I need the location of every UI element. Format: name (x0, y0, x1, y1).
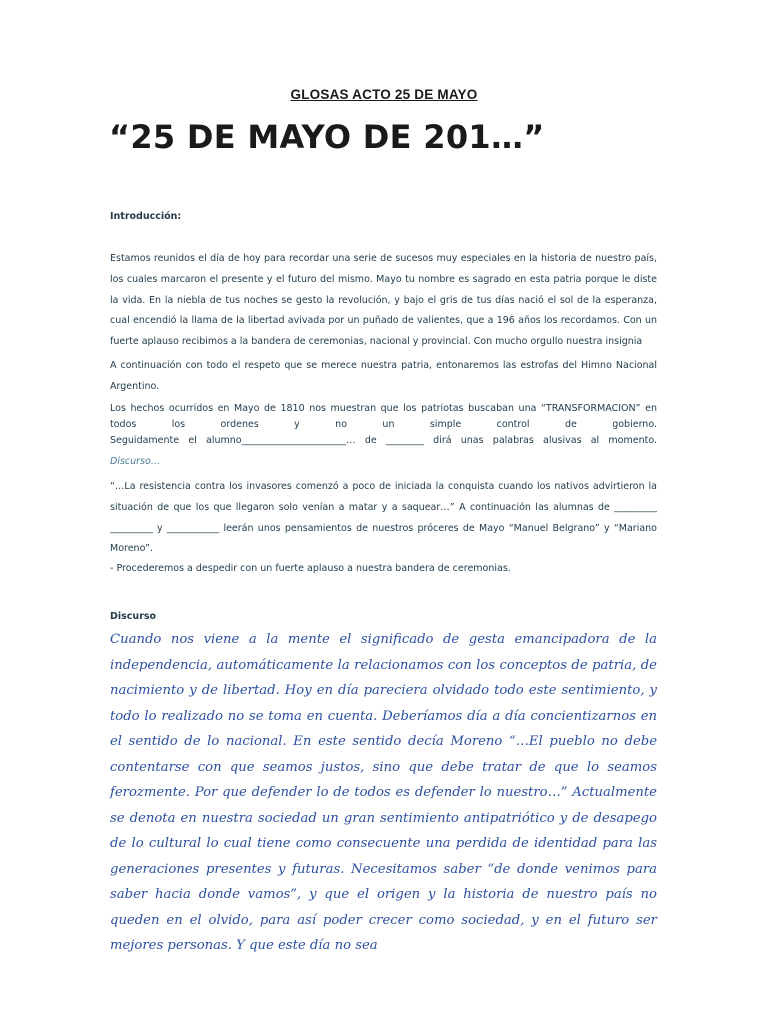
intro-paragraph-5-block (110, 562, 657, 576)
document-title: “25 DE MAYO DE 201…” (109, 118, 545, 156)
intro-paragraph-2: A continuación con todo el respeto que se merece nuestra patria, entonaremos las estrofas del Himno Nacional Argentino. (110, 360, 657, 392)
intro-paragraph-3a: Los hechos ocurridos en Mayo de 1810 nos muestran que los patriotas buscaban una “TRANSFORMACION” en todos los ordenes y no un simple control de gobierno. (110, 403, 657, 430)
intro-paragraph-4-block (110, 477, 657, 560)
discurso-label-block (110, 456, 657, 467)
intro-heading: Introducción: (110, 211, 182, 222)
discurso-text-block (110, 627, 657, 959)
intro-paragraph-1-block (110, 249, 657, 353)
discurso-heading: Discurso (110, 611, 157, 622)
intro-paragraph-1: Estamos reunidos el día de hoy para recordar una serie de sucesos muy especiales en la historia de nuestro país, los cuales marcaron el presente y el futuro del mismo. Mayo tu nombre es sagrado en esta patria porque le diste la vida. En la niebla de tus noches se gesto la revolución, y bajo el gris de tus días nació el sol de la esperanza, cual encendió la llama de la libertad avivada por un puñado de valientes, que a 196 años los recordamos. Con un fuerte aplauso recibimos a la bandera de ceremonias, nacional y provincial. Con mucho orgullo nuestra insignia (110, 253, 657, 348)
intro-paragraph-3-block (110, 401, 657, 448)
document-subtitle: GLOSAS ACTO 25 DE MAYO (290, 87, 478, 102)
intro-paragraph-5: - Procederemos a despedir con un fuerte aplauso a nuestra bandera de ceremonias. (110, 563, 511, 574)
intro-paragraph-4: “…La resistencia contra los invasores comenzó a poco de iniciada la conquista cuando los nativos advirtieron la situación de que los que llegaron solo venían a matar y a saquear…” A continuación las alumnas de _________ _________ y ___________ leerán unos pensamientos de nuestros próceres de Mayo “Manuel Belgrano” y “Mariano Moreno”. (110, 481, 657, 555)
intro-paragraph-2-block (110, 356, 657, 397)
discurso-heading-block (110, 611, 657, 622)
discurso-text: Cuando nos viene a la mente el significado de gesta emancipadora de la independencia, automáticamente la relacionamos con los conceptos de patria, de nacimiento y de libertad. Hoy en día pareciera olvidado todo este sentimiento, y todo lo realizado no se toma en cuenta. Deberíamos día a día concientizarnos en el sentido de lo nacional. En este sentido decía Moreno “…El pueblo no debe contentarse con que seamos justos, sino que debe tratar de que lo seamos ferozmente. Por que defender lo de todos es defender lo nuestro…” Actualmente se denota en nuestra sociedad un gran sentimiento antipatriótico y de desapego de lo cultural lo cual tiene como consecuente una perdida de identidad para las generaciones presentes y futuras. Necesitamos saber “de donde venimos para saber hacia donde vamos”, y que el origen y la historia de nuestro país no queden en el olvido, para así poder crecer como sociedad, y en el futuro ser mejores personas. Y que este día no sea (110, 632, 657, 953)
intro-paragraph-3b: Seguidamente el alumno______________________… de ________ dirá unas palabras alusivas al momento. (110, 434, 657, 446)
intro-heading-block (110, 211, 657, 222)
discurso-label: Discurso… (110, 456, 161, 467)
